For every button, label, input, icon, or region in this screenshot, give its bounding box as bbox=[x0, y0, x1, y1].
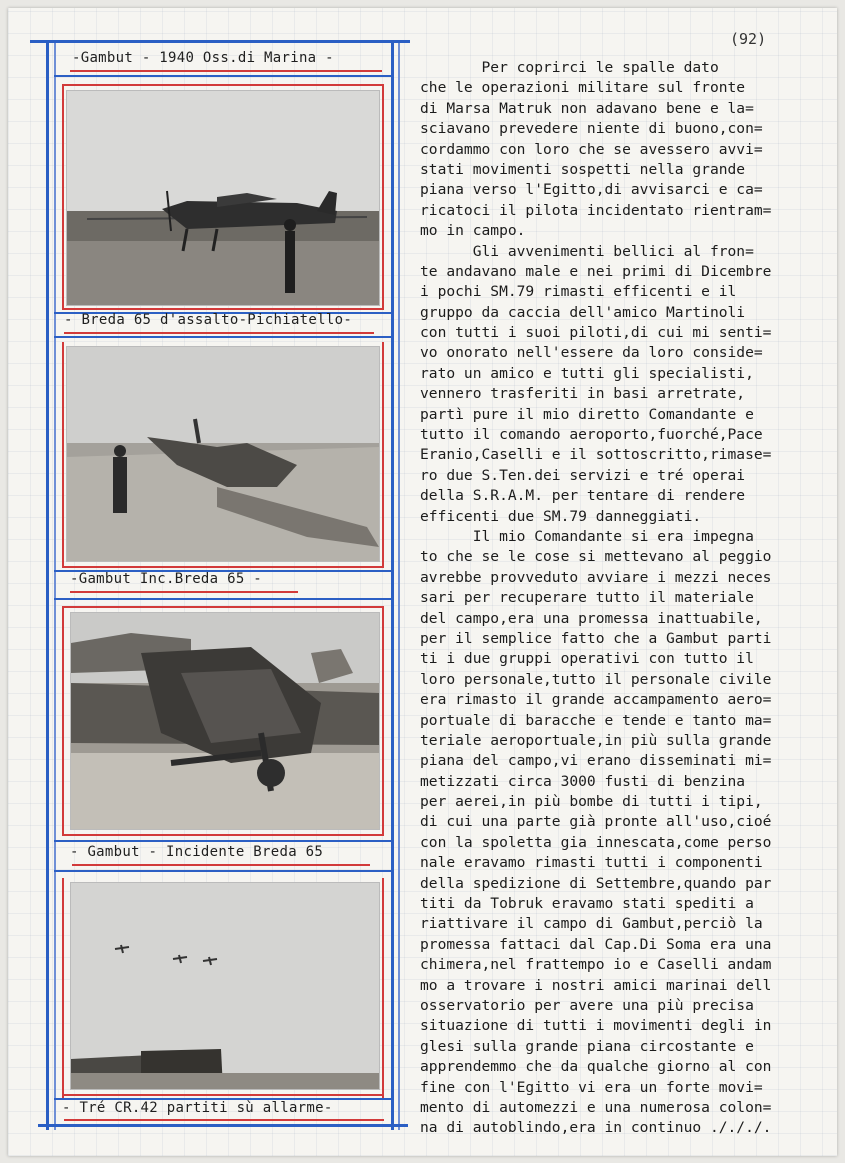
photo-three-cr42-sky bbox=[70, 882, 380, 1090]
text-line: stati movimenti sospetti nella grande bbox=[420, 160, 746, 178]
text-line: che le operazioni militare sul fronte bbox=[420, 79, 746, 97]
photo-border-bottom bbox=[64, 1094, 384, 1096]
text-line: titi da Tobruk eravamo stati spediti a bbox=[420, 895, 754, 913]
photo-border-right bbox=[382, 342, 384, 568]
text-line: era rimasto il grande accampamento aero= bbox=[420, 691, 772, 709]
photo-border-bottom bbox=[64, 308, 384, 310]
frame-right-border-inner bbox=[398, 40, 400, 1130]
text-line: sciavano prevedere niente di buono,con= bbox=[420, 120, 763, 138]
text-line: vennero trasferiti in basi arretrate, bbox=[420, 385, 746, 403]
photo-border-right bbox=[382, 84, 384, 310]
text-line: teriale aeroportuale,in più sulla grande bbox=[420, 731, 772, 749]
text-line: piana verso l'Egitto,di avvisarci e ca= bbox=[420, 181, 763, 199]
text-line: di Marsa Matruk non adavano bene e la= bbox=[420, 99, 754, 117]
text-line: del campo,era una promessa inattuabile, bbox=[420, 609, 763, 627]
caption-photo-5: - Tré CR.42 partiti sù allarme- bbox=[62, 1100, 333, 1116]
text-line: tutto il comando aeroporto,fuorché,Pace bbox=[420, 426, 763, 444]
text-line: della spedizione di Settembre,quando par bbox=[420, 874, 772, 892]
photo-border-top bbox=[64, 606, 384, 608]
text-line: cordammo con loro che se avessero avvi= bbox=[420, 140, 763, 158]
text-line: per aerei,in più bombe di tutti i tipi, bbox=[420, 793, 763, 811]
frame-top-border bbox=[30, 40, 410, 43]
text-line: avrebbe provveduto avviare i mezzi neces bbox=[420, 568, 772, 586]
text-line: nale eravamo rimasti tutti i componenti bbox=[420, 854, 763, 872]
page-number: (92) bbox=[730, 30, 767, 48]
text-line: situazione di tutti i movimenti degli in bbox=[420, 1017, 772, 1035]
photo-border-left bbox=[62, 606, 64, 836]
text-line: per il semplice fatto che a Gambut parti bbox=[420, 629, 772, 647]
caption-divider bbox=[54, 840, 394, 842]
text-line: i pochi SM.79 rimasti efficenti e il bbox=[420, 283, 737, 301]
text-line: piana del campo,vi erano disseminati mi= bbox=[420, 752, 772, 770]
text-line: Il mio Comandante si era impegna bbox=[420, 527, 754, 545]
text-line: efficenti due SM.79 danneggiati. bbox=[420, 507, 702, 525]
text-line: metizzati circa 3000 fusti di benzina bbox=[420, 772, 746, 790]
text-line: ro due S.Ten.dei servizi e tré operai bbox=[420, 466, 746, 484]
caption-underline bbox=[72, 864, 370, 866]
caption-underline bbox=[70, 70, 382, 72]
text-line: gruppo da caccia dell'amico Martinoli bbox=[420, 303, 746, 321]
text-line: portuale di baracche e tende e tanto ma= bbox=[420, 711, 772, 729]
text-line: glesi sulla grande piana circostante e bbox=[420, 1037, 754, 1055]
text-line: osservatorio per avere una più precisa bbox=[420, 996, 754, 1014]
text-line: della S.R.A.M. per tentare di rendere bbox=[420, 487, 746, 505]
text-line: Eranio,Caselli e il sottoscritto,rimase= bbox=[420, 446, 772, 464]
photo-border-right bbox=[382, 606, 384, 836]
caption-photo-3: -Gambut Inc.Breda 65 - bbox=[70, 571, 263, 587]
caption-photo-4: - Gambut - Incidente Breda 65 bbox=[70, 844, 324, 860]
text-line: di cui una parte già pronte all'uso,cioé bbox=[420, 813, 772, 831]
frame-right-border bbox=[391, 40, 394, 1130]
text-line: con la spoletta gia innescata,come perso bbox=[420, 833, 772, 851]
photo-border-right bbox=[382, 878, 384, 1098]
text-line: chimera,nel frattempo io e Caselli andam bbox=[420, 956, 772, 974]
photo-border-top bbox=[64, 84, 384, 86]
photo-border-left bbox=[62, 878, 64, 1098]
text-line: fine con l'Egitto vi era un forte movi= bbox=[420, 1078, 763, 1096]
text-line: con tutti i suoi piloti,di cui mi senti= bbox=[420, 324, 772, 342]
text-line: sari per recuperare tutto il materiale bbox=[420, 589, 754, 607]
caption-photo-2: - Breda 65 d'assalto-Pichiatello- bbox=[64, 312, 353, 328]
text-line: te andavano male e nei primi di Dicembre bbox=[420, 262, 772, 280]
text-line: promessa fattaci dal Cap.Di Soma era una bbox=[420, 935, 772, 953]
text-line: na di autoblindo,era in continuo ./././. bbox=[420, 1119, 772, 1137]
text-line: partì pure il mio diretto Comandante e bbox=[420, 405, 754, 423]
text-line: ti i due gruppi operativi con tutto il bbox=[420, 650, 754, 668]
typed-text-body bbox=[420, 58, 836, 1139]
frame-left-border-inner bbox=[54, 40, 56, 1130]
caption-underline bbox=[70, 591, 298, 593]
text-line: loro personale,tutto il personale civile bbox=[420, 670, 772, 688]
photo-border-left bbox=[62, 84, 64, 310]
caption-photo-1: -Gambut - 1940 Oss.di Marina - bbox=[72, 50, 334, 66]
text-line: mo in campo. bbox=[420, 222, 526, 240]
text-line: mento di automezzi e una numerosa colon= bbox=[420, 1098, 772, 1116]
text-line: to che se le cose si mettevano al peggio bbox=[420, 548, 772, 566]
caption-divider bbox=[54, 870, 394, 872]
caption-divider bbox=[54, 336, 394, 338]
text-line: rato un amico e tutti gli specialisti, bbox=[420, 364, 754, 382]
text-line: ricatoci il pilota incidentato rientram= bbox=[420, 201, 772, 219]
caption-divider bbox=[54, 75, 394, 77]
caption-underline bbox=[64, 332, 374, 334]
caption-divider bbox=[54, 598, 394, 600]
photo-wreck-stone-wall bbox=[66, 346, 380, 562]
frame-bottom-border bbox=[38, 1124, 408, 1127]
text-line: Per coprirci le spalle dato bbox=[420, 59, 719, 76]
frame-left-border bbox=[46, 40, 49, 1130]
photo-burned-breda-65 bbox=[70, 612, 380, 830]
photo-aircraft-airfield bbox=[66, 90, 380, 306]
photo-border-left bbox=[62, 342, 64, 568]
photo-border-bottom bbox=[64, 834, 384, 836]
text-line: Gli avvenimenti bellici al fron= bbox=[420, 242, 754, 260]
text-line: vo onorato nell'essere da loro conside= bbox=[420, 344, 763, 362]
text-line: apprendemmo che da qualche giorno al con bbox=[420, 1058, 772, 1076]
text-line: riattivare il campo di Gambut,perciò la bbox=[420, 915, 763, 933]
photo-border-bottom bbox=[64, 566, 384, 568]
text-line: mo a trovare i nostri amici marinai dell bbox=[420, 976, 772, 994]
caption-underline bbox=[64, 1119, 384, 1121]
document-page bbox=[8, 8, 837, 1156]
